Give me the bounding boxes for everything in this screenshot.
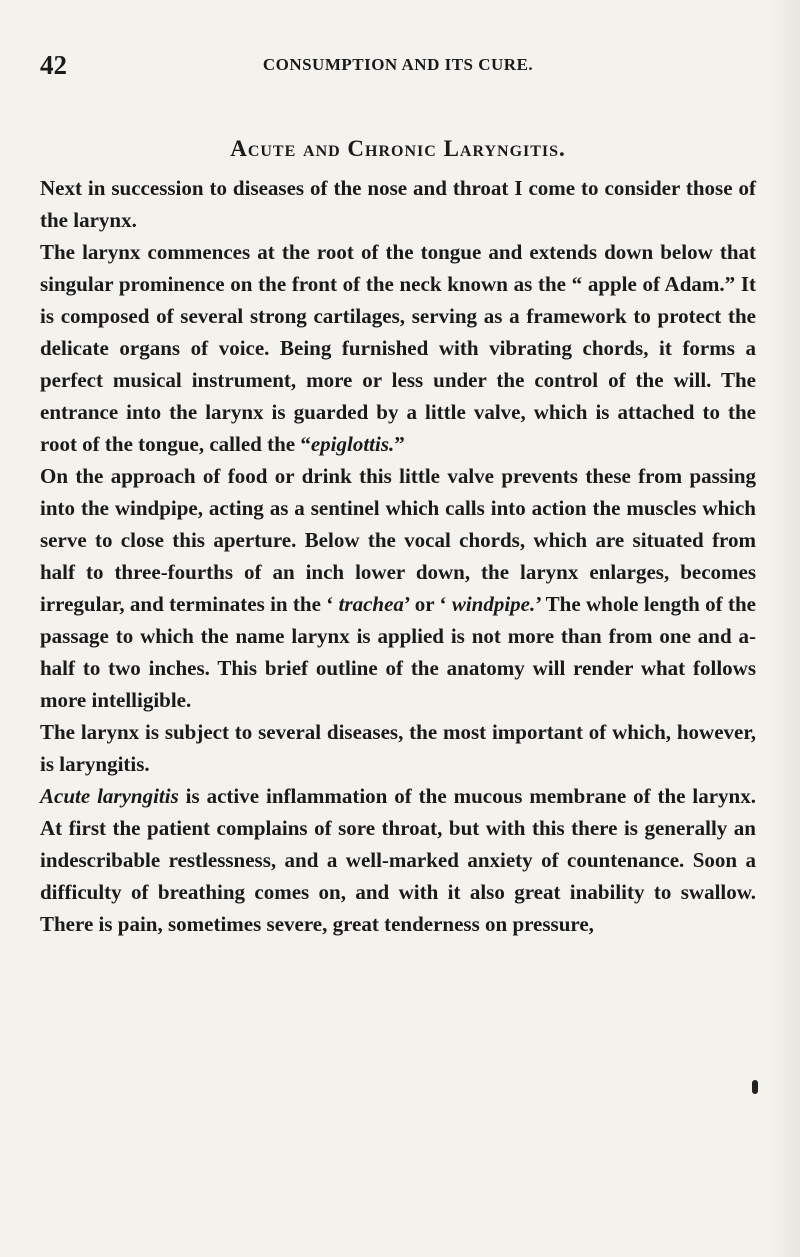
term-acute-laryngitis: Acute laryngitis <box>40 784 179 808</box>
running-head <box>40 48 756 82</box>
term-trachea: trachea <box>338 592 404 616</box>
paragraph-3 <box>40 460 756 716</box>
paragraph-2-close-quote: ” <box>394 432 405 456</box>
term-epiglottis: epiglottis. <box>310 432 395 456</box>
paragraph-5-text: is active inflammation of the mucous membrane of the larynx. At first the patient complains of sore throat, but with this there is generally an indescribable restlessness, and a well-marked anxiety of countenance. Soon a difficulty of breathing comes on, and with it also great inability to swallow. There is pain, sometimes severe, great tenderness on pressure, <box>40 784 756 936</box>
paragraph-4 <box>40 716 756 780</box>
paragraph-2-text: The larynx commences at the root of the tongue and extends down below that singular prominence on the front of the neck known as the “ apple of Adam.” It is composed of several strong cartilages, serving as a framework to protect the delicate organs of voice. Being furnished with vibrating chords, it forms a perfect musical instrument, more or less under the control of the will. The entrance into the larynx is guarded by a little valve, which is attached to the root of the tongue, called the “ <box>40 240 756 456</box>
section-heading: Acute and Chronic Laryngitis. <box>230 136 566 161</box>
page-edge-shadow <box>770 0 800 1257</box>
margin-ink-mark <box>752 1080 758 1094</box>
paragraph-3-text-b: ’ The whole length of the passage to which the name larynx is applied is not more than from one and a-half to two inches. This brief outline of the anatomy will render what follows more intelligible. <box>40 592 756 712</box>
paragraph-3-text-a: On the approach of food or drink this little valve prevents these from passing into the windpipe, acting as a sentinel which calls into action the muscles which serve to close this aperture. Below the vocal chords, which are situated from half to three-fourths of an inch lower down, the larynx enlarges, becomes irregular, and terminates in the ‘ <box>40 464 756 616</box>
paragraph-5 <box>40 780 756 940</box>
paragraph-1-text: Next in succession to diseases of the nose and throat I come to consider those of the larynx. <box>40 176 756 232</box>
page-number: 42 <box>40 50 67 80</box>
running-title: CONSUMPTION AND ITS CURE. <box>262 55 534 74</box>
paragraph-2 <box>40 236 756 460</box>
book-page <box>40 48 756 940</box>
paragraph-3-text-mid: ’ or ‘ <box>403 592 452 616</box>
paragraph-4-text: The larynx is subject to several diseases, the most important of which, however, is laryngitis. <box>40 720 756 776</box>
term-windpipe: windpipe. <box>451 592 536 616</box>
paragraph-1 <box>40 172 756 236</box>
